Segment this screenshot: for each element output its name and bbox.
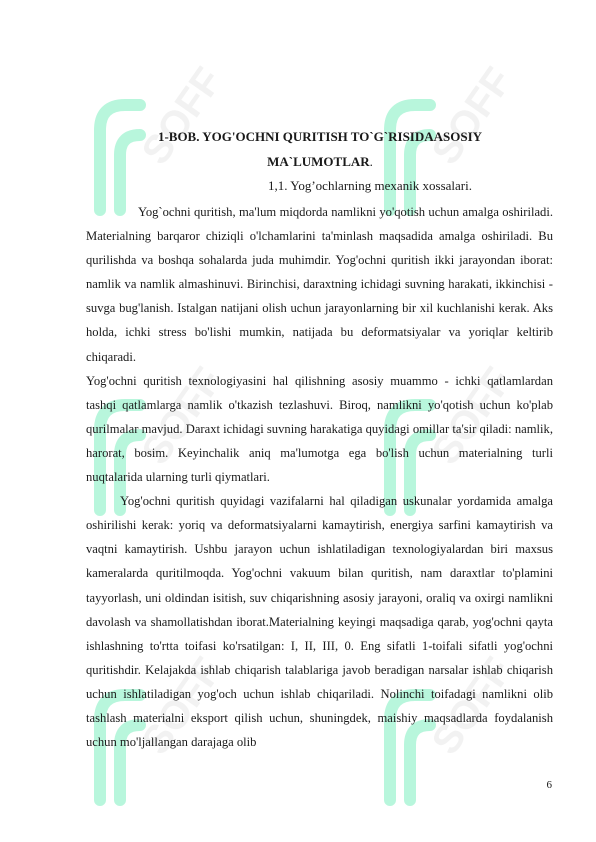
svg-text:SOFF: SOFF (133, 60, 220, 173)
svg-text:SOFF: SOFF (133, 360, 220, 473)
chapter-title: 1-BOB. YOG'OCHNI QURITISH TO`G`RISIDAASOSIY (157, 129, 483, 144)
svg-text:SOFF: SOFF (423, 360, 510, 473)
paragraph: Yog`ochni quritish, ma'lum miqdorda namlikni yo'qotish uchun amalga oshiriladi. Materialning barqaror chiziqli o'lchamlarini ta'minlash maqsadida amalga oshiriladi. Bu qurilishda va boshqa sohalarda juda muhimdir. Yog'ochni quritish ikki jarayondan iborat: namlik va namlik almashinuvi. Birinchisi, daraxtning ichidagi suvning harakati, ikkinchisi - suvga bug'lanish. Istalgan natijani olish uchun jarayonlarning bir xil kuchlanishi kerak. Aks holda, ichki stress bo'lishi mumkin, natijada bu deformatsiyalar va yoriqlar keltirib chiqaradi. (86, 205, 553, 364)
paragraph: Yog'ochni quritish texnologiyasini hal qilishning asosiy muammo - ichki qatlamlardan tashqi qatlamlarga namlik o'tkazish tezlashuvi. Biroq, namlikni yo'qotish uchun ko'plab qurilmalar mavjud. Daraxt ichidagi suvning harakatiga quyidagi omillar ta'sir qiladi: namlik, harorat, bosim. Keyinchalik aniq ma'lumotga ega bo'lish uchun materialning turli nuqtalarida ularning turli qiymatlari. (86, 373, 553, 485)
svg-text:SOFF: SOFF (423, 650, 510, 763)
paragraph: Yog'ochni quritish quyidagi vazifalarni hal qiladigan uskunalar yordamida amalga oshirilishi kerak: yoriq va deformatsiyalarni kamaytirish, energiya sarfini kamaytirish va vaqtni kamaytirish. Ushbu jarayon uchun ishlatiladigan texnologiyalardan biri maxsus kameralarda quritilmoqda. Yog'ochni vakuum bilan quritish, nam daraxtlar to'plamini tayyorlash, uni oldindan isitish, suv chiqarishning asosiy jarayoni, oraliq va oxirgi namlikni davolash va shamollatishdan iborat.Materialning keyingi maqsadiga qarab, yog'ochni qayta ishlashning to'rtta toifasi ko'rsatilgan: I, II, III, 0. Eng sifatli 1-toifali sifatli yog'ochni quritishdir. Kelajakda ishlab chiqarish talablariga javob beradigan narsalar ishlab chiqarish uchun ishlatiladigan yog'och uchun ishlab chiqariladi. Nolinchi toifadagi namlikni olib tashlash materialni eksport qilish uchun, shuningdek, maishiy maqsadlarda foydalanish uchun mo'ljallangan darajaga olib (86, 494, 553, 750)
body-text (86, 200, 553, 754)
svg-text:SOFF: SOFF (423, 60, 510, 173)
chapter-title-continued: MA`LUMOTLAR. (267, 154, 373, 169)
section-heading: 1,1. Yog’ochlarning mexanik xossalari. (267, 178, 472, 193)
svg-text:SOFF: SOFF (133, 650, 220, 763)
page-number: 6 (546, 779, 552, 791)
